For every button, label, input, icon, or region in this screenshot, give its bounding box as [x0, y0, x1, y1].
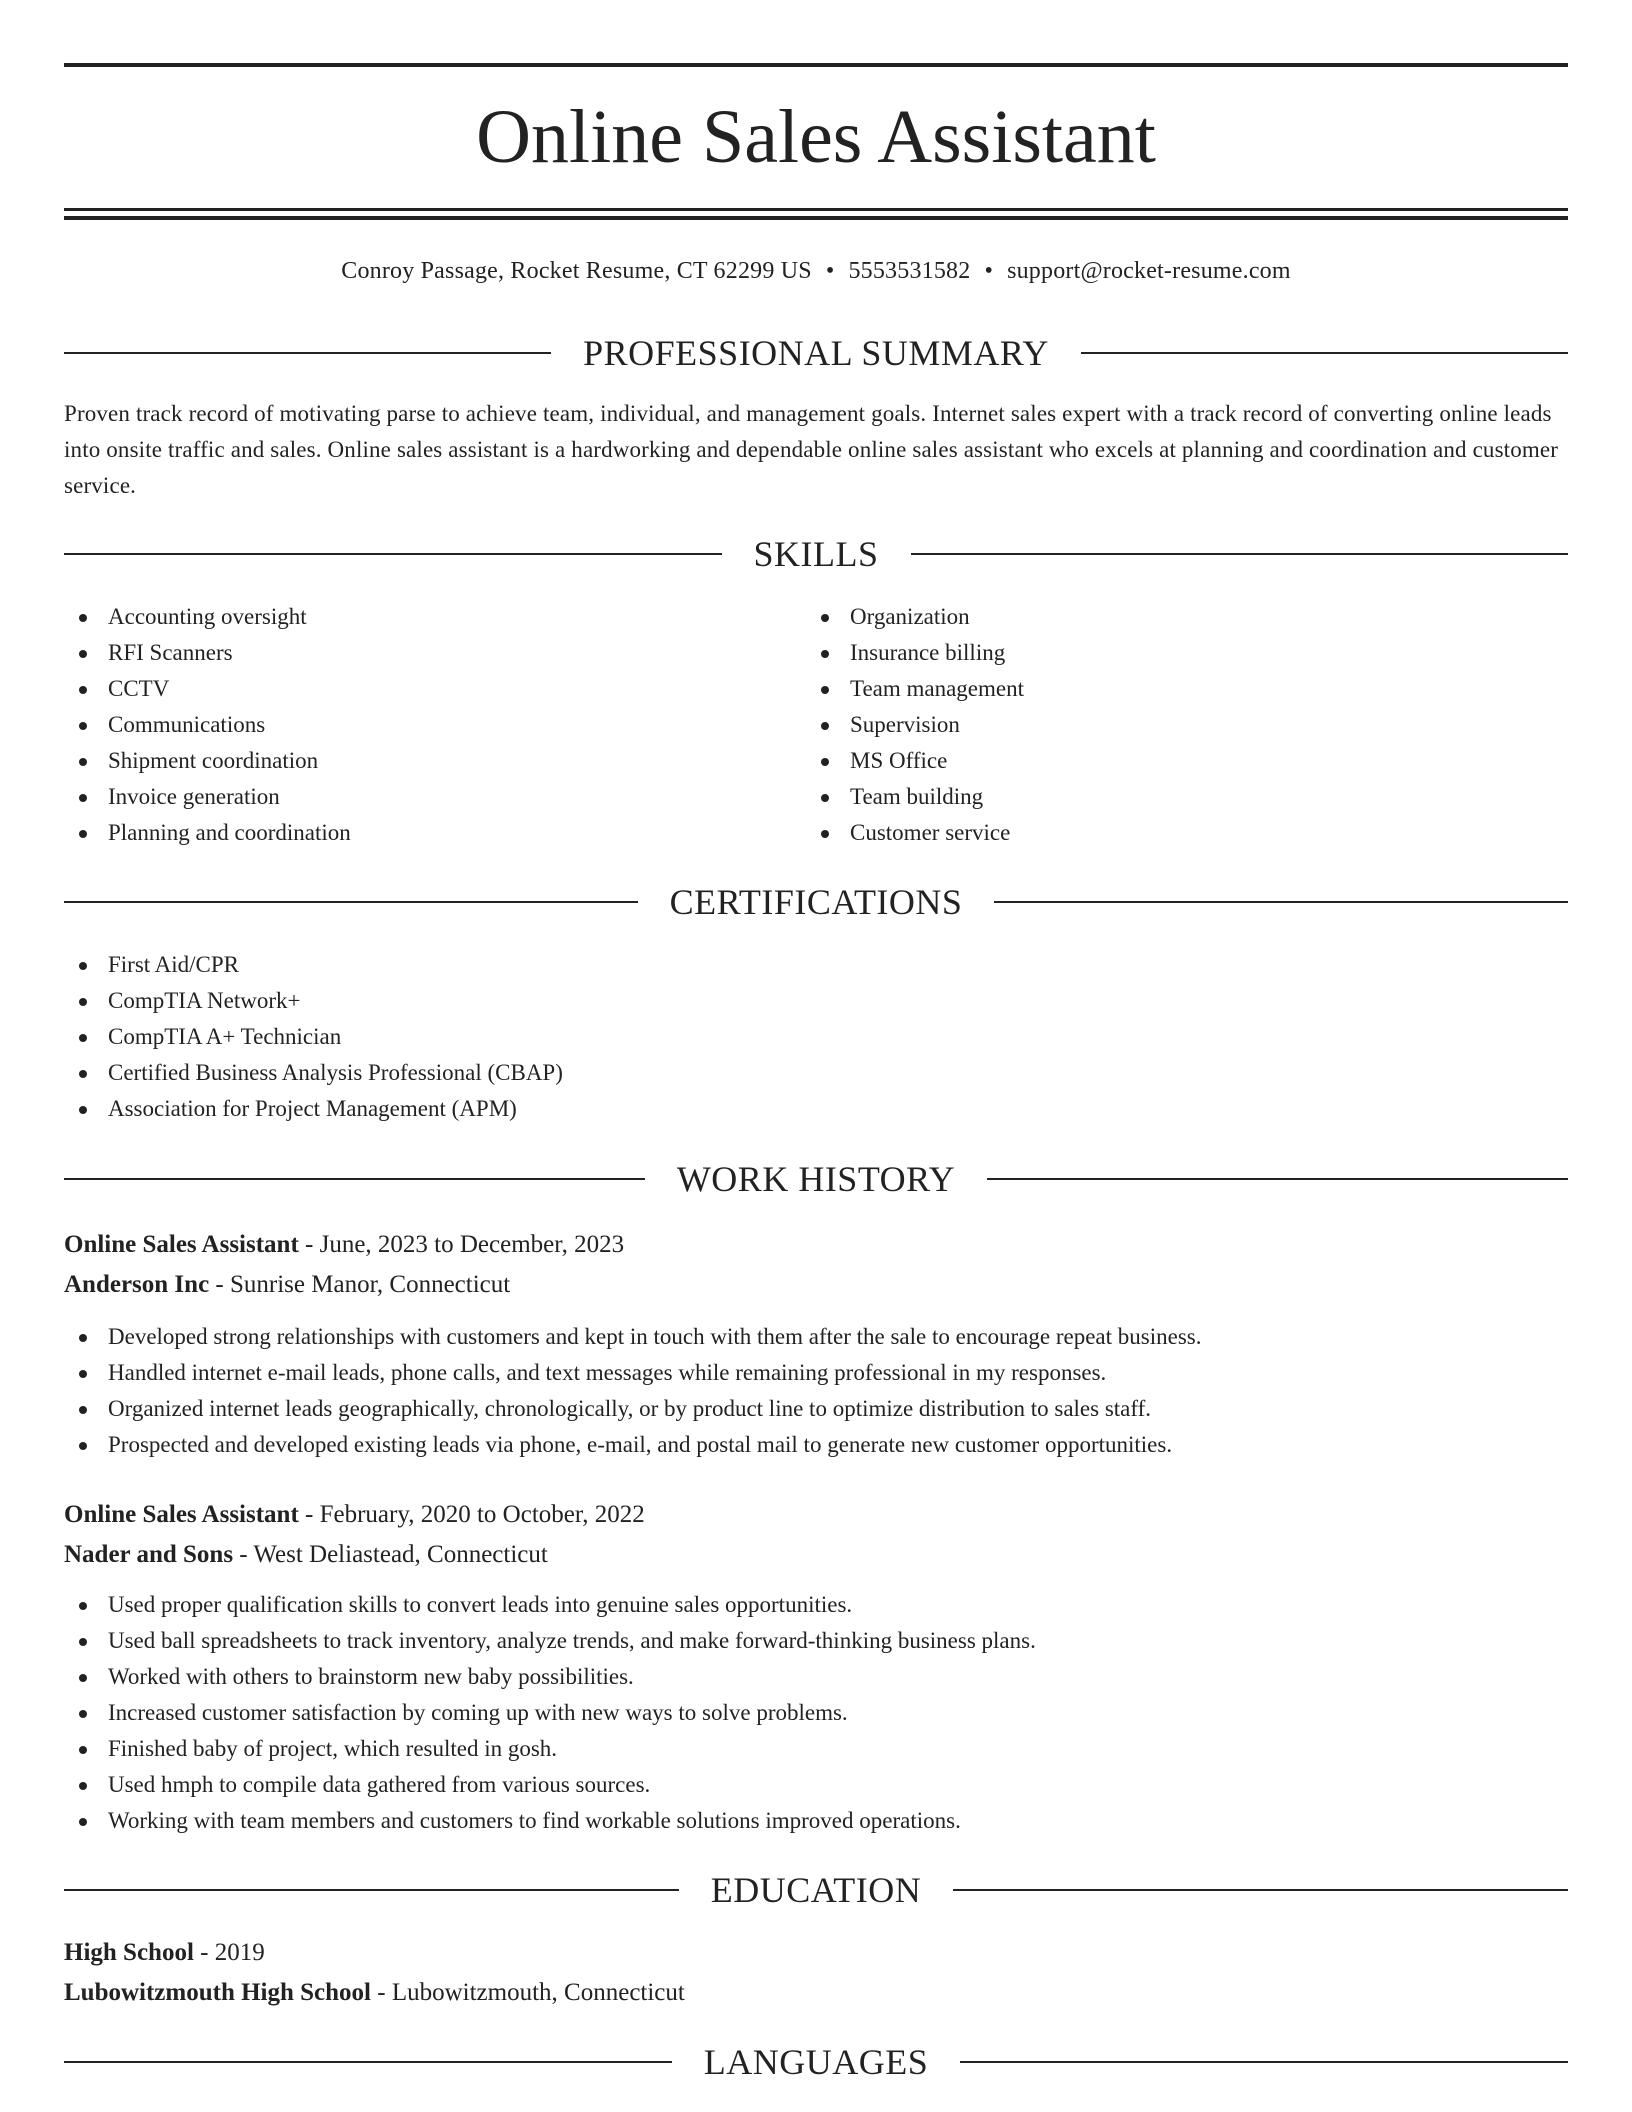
- certification-item: Association for Project Management (APM): [64, 1091, 1568, 1127]
- job-company-line: [64, 1265, 1568, 1305]
- job-location: - Sunrise Manor, Connecticut: [209, 1271, 511, 1298]
- job-title-line: [64, 1225, 1568, 1265]
- title-rule-upper: [64, 208, 1568, 211]
- certifications-list: [64, 947, 1568, 1127]
- job-bullets: [64, 1319, 1568, 1463]
- education-degree-line: [64, 1933, 1568, 1973]
- skill-item: Communications: [64, 707, 804, 743]
- heading-rule: [994, 901, 1568, 903]
- education-degree: High School: [64, 1939, 194, 1966]
- job-bullet: Used ball spreadsheets to track inventory, analyze trends, and make forward-thinking business plans.: [64, 1623, 1568, 1659]
- skills-right-column: [806, 599, 1546, 851]
- certifications-heading: CERTIFICATIONS: [669, 882, 963, 922]
- education-entry: [64, 1933, 1568, 2013]
- job-title-line: [64, 1495, 1568, 1535]
- education-location: - Lubowitzmouth, Connecticut: [371, 1979, 685, 2006]
- skill-item: Shipment coordination: [64, 743, 804, 779]
- heading-rule: [64, 1889, 679, 1891]
- job-company: Nader and Sons: [64, 1541, 234, 1568]
- heading-rule: [64, 553, 722, 555]
- title-rule-lower: [64, 216, 1568, 220]
- skills-left-column: [64, 599, 804, 851]
- contact-line: [64, 254, 1568, 288]
- education-heading: EDUCATION: [710, 1870, 922, 1910]
- job-location: - West Deliastead, Connecticut: [233, 1541, 548, 1568]
- heading-rule: [987, 1178, 1568, 1180]
- summary-heading-row: [64, 331, 1568, 375]
- job-bullet: Used hmph to compile data gathered from various sources.: [64, 1767, 1568, 1803]
- education-school: Lubowitzmouth High School: [64, 1979, 372, 2006]
- skills-heading-row: [64, 532, 1568, 576]
- skill-item: Team building: [806, 779, 1546, 815]
- heading-rule: [64, 901, 638, 903]
- heading-rule: [911, 553, 1569, 555]
- skill-item: Accounting oversight: [64, 599, 804, 635]
- skill-item: Customer service: [806, 815, 1546, 851]
- work-heading-row: [64, 1157, 1568, 1201]
- summary-text: Proven track record of motivating parse to achieve team, individual, and management goals. Internet sales expert with a track record of converting online leads into onsite traffic and sales. Online sales assistant is a hardworking and dependable online sales assistant who excels at planning and coordination and customer service.: [64, 401, 1559, 498]
- job-bullet: Prospected and developed existing leads via phone, e-mail, and postal mail to generate new customer opportunities.: [64, 1427, 1568, 1463]
- certification-item: CompTIA Network+: [64, 983, 1568, 1019]
- certification-item: Certified Business Analysis Professional (CBAP): [64, 1055, 1568, 1091]
- heading-rule: [960, 2061, 1568, 2063]
- job-dates: - February, 2020 to October, 2022: [298, 1501, 645, 1528]
- certification-item: First Aid/CPR: [64, 947, 1568, 983]
- skill-item: Organization: [806, 599, 1546, 635]
- job-title: Online Sales Assistant: [64, 1231, 299, 1258]
- job-entry: [64, 1495, 1568, 1839]
- heading-rule: [64, 352, 551, 354]
- contact-email: support@rocket-resume.com: [1007, 258, 1291, 284]
- skill-item: MS Office: [806, 743, 1546, 779]
- job-bullet: Increased customer satisfaction by coming up with new ways to solve problems.: [64, 1695, 1568, 1731]
- skill-item: Planning and coordination: [64, 815, 804, 851]
- job-bullet: Used proper qualification skills to convert leads into genuine sales opportunities.: [64, 1587, 1568, 1623]
- certifications-heading-row: [64, 880, 1568, 924]
- page-title: Online Sales Assistant: [476, 95, 1156, 179]
- job-bullet: Handled internet e-mail leads, phone calls, and text messages while remaining professional in my responses.: [64, 1355, 1568, 1391]
- job-bullet: Finished baby of project, which resulted in gosh.: [64, 1731, 1568, 1767]
- job-bullets: [64, 1587, 1568, 1839]
- skill-item: Supervision: [806, 707, 1546, 743]
- skills-right-list: [806, 599, 1546, 851]
- certifications-column: [64, 947, 1568, 1127]
- contact-address: Conroy Passage, Rocket Resume, CT 62299 US: [341, 258, 812, 284]
- heading-rule: [953, 1889, 1568, 1891]
- contact-separator: •: [825, 258, 835, 284]
- languages-heading: LANGUAGES: [703, 2042, 929, 2082]
- job-company-line: [64, 1535, 1568, 1575]
- heading-rule: [1081, 352, 1568, 354]
- skill-item: Invoice generation: [64, 779, 804, 815]
- skills-left-list: [64, 599, 804, 851]
- heading-rule: [64, 2061, 672, 2063]
- skill-item: Team management: [806, 671, 1546, 707]
- heading-rule: [64, 1178, 645, 1180]
- skill-item: CCTV: [64, 671, 804, 707]
- skills-heading: SKILLS: [753, 534, 879, 574]
- job-company: Anderson Inc: [64, 1271, 210, 1298]
- education-year: - 2019: [193, 1939, 265, 1966]
- contact-phone: 5553531582: [848, 258, 971, 284]
- certification-item: CompTIA A+ Technician: [64, 1019, 1568, 1055]
- job-bullet: Worked with others to brainstorm new baby possibilities.: [64, 1659, 1568, 1695]
- skill-item: RFI Scanners: [64, 635, 804, 671]
- job-bullet: Working with team members and customers to find workable solutions improved operations.: [64, 1803, 1568, 1839]
- skill-item: Insurance billing: [806, 635, 1546, 671]
- job-dates: - June, 2023 to December, 2023: [298, 1231, 625, 1258]
- top-rule: [64, 63, 1568, 67]
- job-entry: [64, 1225, 1568, 1463]
- education-school-line: [64, 1973, 1568, 2013]
- contact-separator: •: [984, 258, 994, 284]
- work-heading: WORK HISTORY: [676, 1159, 956, 1199]
- job-bullet: Organized internet leads geographically, chronologically, or by product line to optimize distribution to sales staff.: [64, 1391, 1568, 1427]
- education-heading-row: [64, 1868, 1568, 1912]
- languages-heading-row: [64, 2040, 1568, 2084]
- summary-heading: PROFESSIONAL SUMMARY: [583, 333, 1049, 373]
- job-title: Online Sales Assistant: [64, 1501, 299, 1528]
- job-bullet: Developed strong relationships with customers and kept in touch with them after the sale to encourage repeat business.: [64, 1319, 1568, 1355]
